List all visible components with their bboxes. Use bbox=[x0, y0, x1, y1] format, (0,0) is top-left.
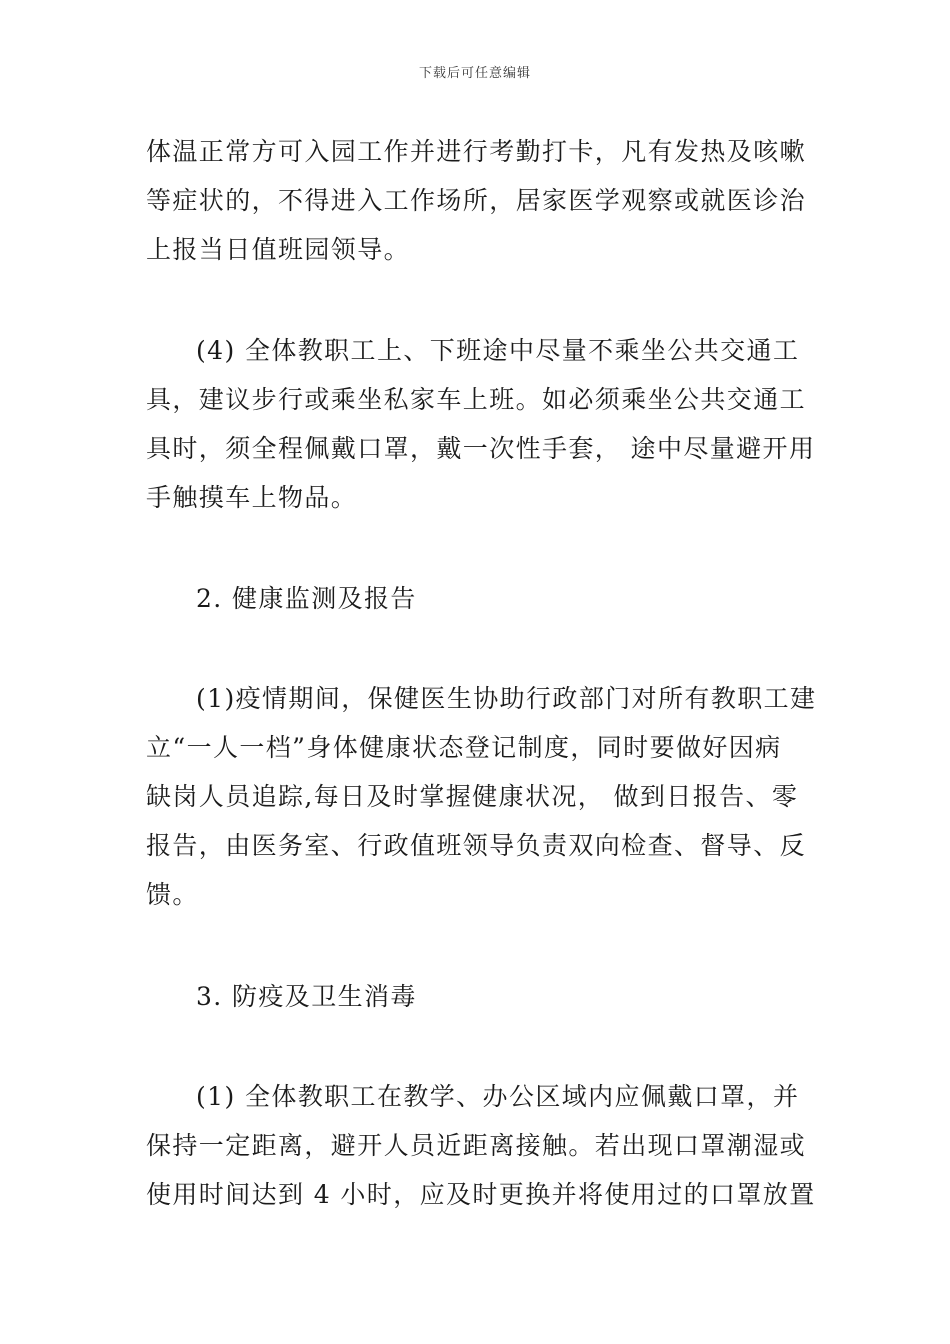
text-line: 保持一定距离，避开人员近距离接触。若出现口罩潮湿或 bbox=[146, 1131, 807, 1160]
text-line: 体温正常方可入园工作并进行考勤打卡，凡有发热及咳嗽 bbox=[146, 137, 807, 166]
section-heading: 3. 防疫及卫生消毒 bbox=[196, 982, 417, 1011]
text-line: (4) 全体教职工上、下班途中尽量不乘坐公共交通工 bbox=[196, 336, 800, 365]
text-line: 馈。 bbox=[146, 880, 199, 909]
text-line: 缺岗人员追踪,每日及时掌握健康状况， 做到日报告、零 bbox=[146, 782, 799, 811]
text-line: 立“一人一档”身体健康状态登记制度，同时要做好因病 bbox=[146, 733, 782, 762]
text-line: 等症状的，不得进入工作场所，居家医学观察或就医诊治 bbox=[146, 186, 807, 215]
text-line: 使用时间达到 4 小时，应及时更换并将使用过的口罩放置 bbox=[146, 1180, 816, 1209]
page-header: 下载后可任意编辑 bbox=[418, 66, 531, 81]
text-line: 具时，须全程佩戴口罩，戴一次性手套， 途中尽量避开用 bbox=[146, 434, 816, 463]
text-line: (1) 全体教职工在教学、办公区域内应佩戴口罩，并 bbox=[196, 1082, 800, 1111]
text-line: 具，建议步行或乘坐私家车上班。如必须乘坐公共交通工 bbox=[146, 385, 807, 414]
text-line: (1)疫情期间，保健医生协助行政部门对所有教职工建 bbox=[196, 684, 817, 713]
text-line: 上报当日值班园领导。 bbox=[146, 235, 411, 264]
text-line: 手触摸车上物品。 bbox=[146, 483, 358, 512]
section-heading: 2. 健康监测及报告 bbox=[196, 584, 417, 613]
text-line: 报告，由医务室、行政值班领导负责双向检查、督导、反 bbox=[146, 831, 807, 860]
